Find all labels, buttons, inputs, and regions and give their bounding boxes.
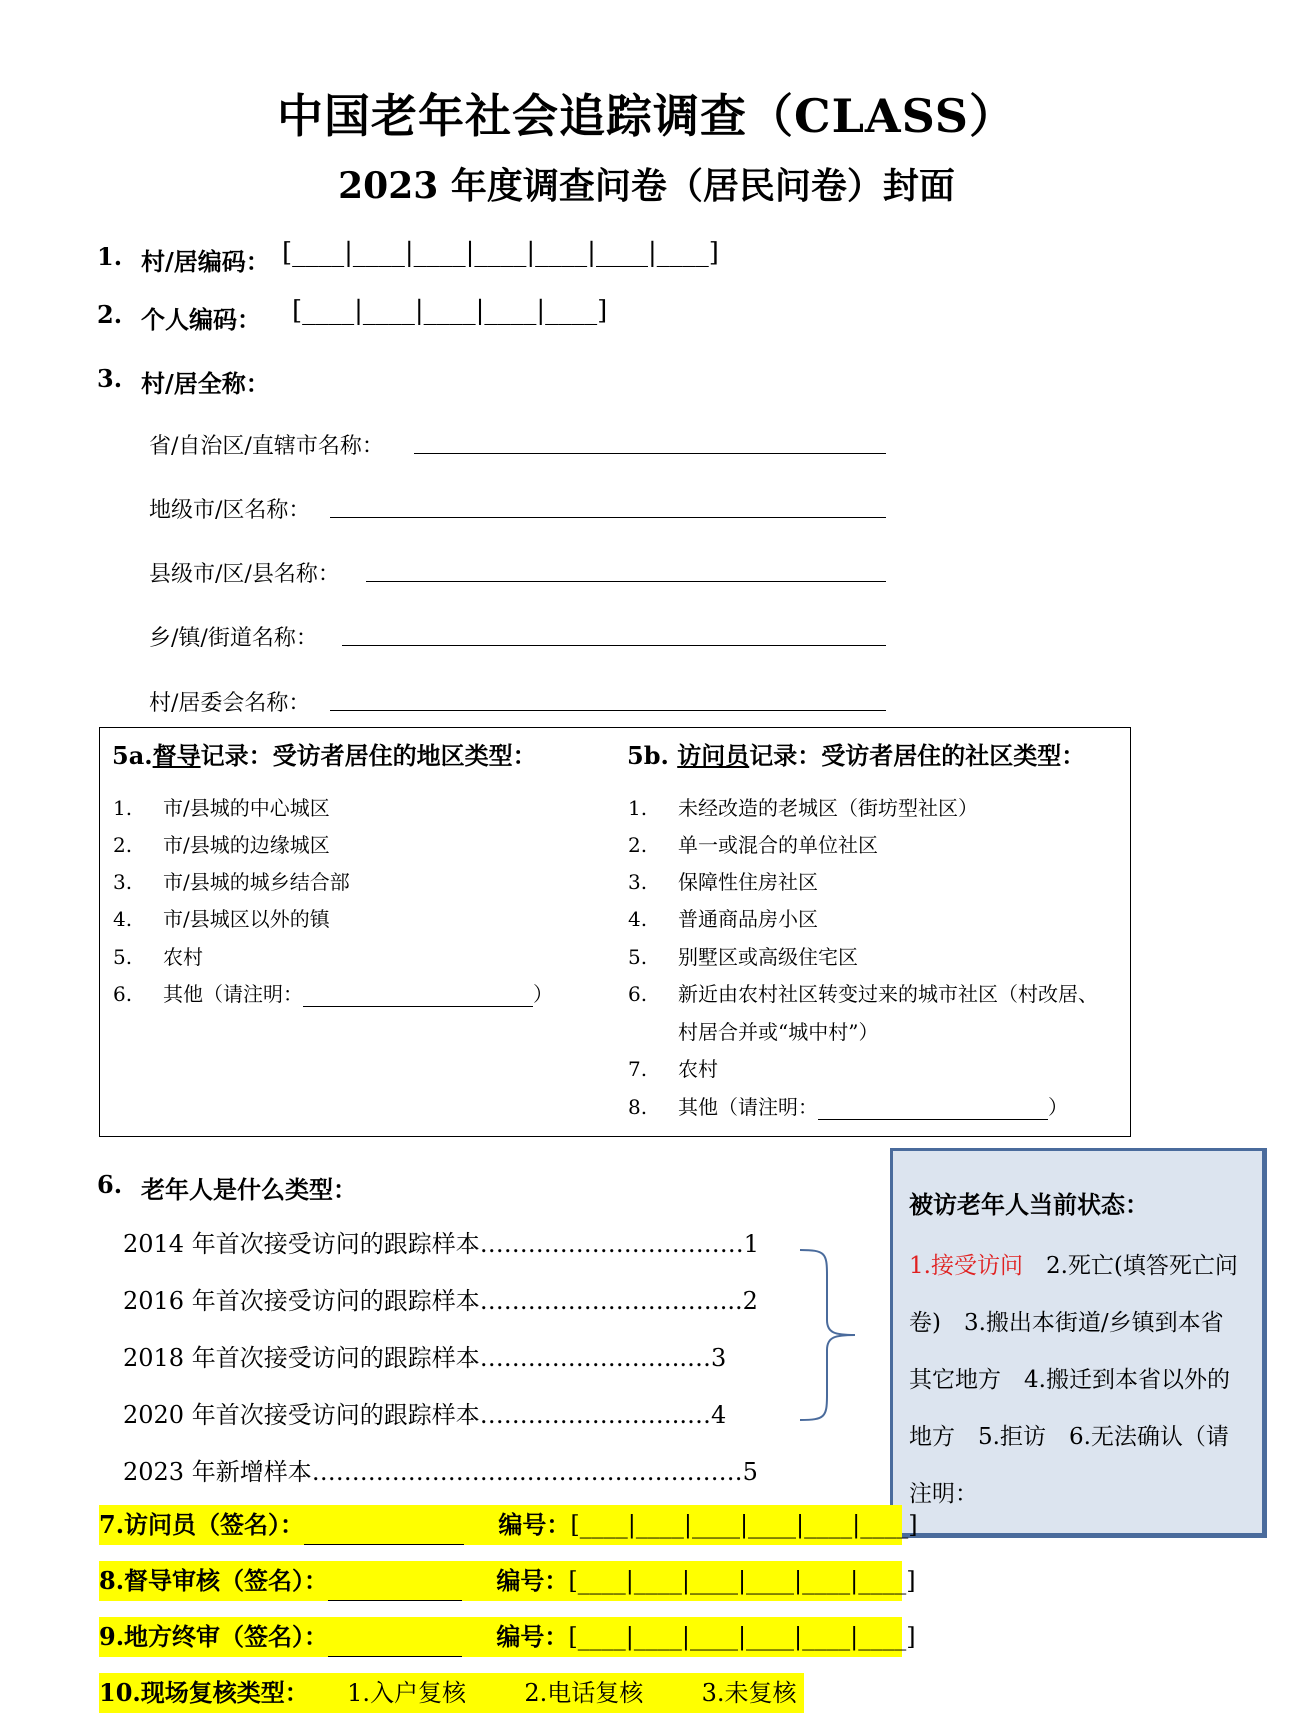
status-options[interactable]: 1.接受访问 2.死亡(填答死亡问卷) 3.搬出本街道/乡镇到本省其它地方 4.搬迁到本省以外的地方 5.拒访 6.无法确认（请注明：: [909, 1253, 1238, 1507]
q5b-other-input[interactable]: [818, 1099, 1048, 1120]
final-review-code-field[interactable]: [____|____|____|____|____|____]: [568, 1623, 916, 1651]
q6-option-2[interactable]: 2016 年首次接受访问的跟踪样本…………………………...2: [123, 1287, 758, 1315]
q10-option-3[interactable]: 3.未复核: [701, 1679, 797, 1707]
page-subtitle: 2023 年度调查问卷（居民问卷）封面: [338, 165, 955, 207]
q6-option-3[interactable]: 2018 年首次接受访问的跟踪样本……………………..…3: [123, 1344, 727, 1372]
committee-label: 村/居委会名称：: [149, 691, 311, 716]
interviewer-signature-input[interactable]: [304, 1522, 464, 1545]
q5a-option-4[interactable]: 4. 市/县城区以外的镇: [113, 907, 330, 931]
q6-option-4[interactable]: 2020 年首次接受访问的跟踪样本……………………..…4: [123, 1401, 727, 1429]
q8-row: 8.督导审核（签名）： 编号：[____|____|____|____|____|____]: [99, 1561, 902, 1601]
page-title: 中国老年社会追踪调查（CLASS）: [276, 89, 1017, 143]
prefecture-input[interactable]: [330, 493, 886, 518]
q5-box: [99, 727, 1131, 1137]
q6-number: 6.: [97, 1170, 123, 1199]
township-label: 乡/镇/街道名称：: [149, 626, 318, 651]
q6-option-1[interactable]: 2014 年首次接受访问的跟踪样本……………………………1: [123, 1230, 759, 1258]
q5a-option-1[interactable]: 1. 市/县城的中心城区: [113, 796, 330, 820]
q3-label: 村/居全称：: [141, 369, 270, 398]
supervisor-code-field[interactable]: [____|____|____|____|____|____]: [568, 1567, 916, 1595]
q5b-option-7[interactable]: 7. 农村: [628, 1057, 718, 1081]
q7-row: 7.访问员（签名）： 编号：[____|____|____|____|____|____]: [99, 1505, 902, 1545]
county-label: 县级市/区/县名称：: [149, 562, 340, 587]
q10-option-1[interactable]: 1.入户复核: [347, 1679, 467, 1707]
q9-row: 9.地方终审（签名）： 编号：[____|____|____|____|____|____]: [99, 1617, 902, 1657]
q6-option-5[interactable]: 2023 年新增样本……………………...………………………5: [123, 1458, 758, 1486]
q1-number: 1.: [97, 242, 123, 271]
brace-icon: [795, 1245, 865, 1425]
final-review-signature-input[interactable]: [328, 1634, 462, 1657]
respondent-status-box: [890, 1148, 1267, 1538]
village-code-field[interactable]: [____|____|____|____|____|____|____]: [282, 238, 719, 268]
q5a-option-2[interactable]: 2. 市/县城的边缘城区: [113, 833, 330, 857]
q5a-other-input[interactable]: [303, 986, 533, 1007]
q2-number: 2.: [97, 300, 123, 329]
county-input[interactable]: [366, 557, 886, 582]
q6-label: 老年人是什么类型：: [141, 1175, 357, 1204]
q10-option-2[interactable]: 2.电话复核: [524, 1679, 644, 1707]
status-title: 被访老年人当前状态：: [909, 1190, 1149, 1219]
supervisor-signature-input[interactable]: [328, 1578, 462, 1601]
q5b-option-6[interactable]: 6. 新近由农村社区转变过来的城市社区（村改居、: [628, 982, 1098, 1006]
q5a-option-6[interactable]: 6. 其他（请注明： ）: [113, 982, 553, 1006]
q5b-option-2[interactable]: 2. 单一或混合的单位社区: [628, 833, 878, 857]
personal-code-field[interactable]: [____|____|____|____|____]: [292, 296, 608, 326]
q1-label: 村/居编码：: [141, 247, 270, 276]
q5b-option-6-cont: 村居合并或“城中村”）: [678, 1020, 879, 1044]
province-label: 省/自治区/直辖市名称：: [149, 434, 384, 459]
q2-label: 个人编码：: [141, 305, 261, 334]
q10-row: 10.现场复核类型： 1.入户复核 2.电话复核 3.未复核: [99, 1673, 804, 1713]
q5a-header: 5a.督导记录：受访者居住的地区类型：: [112, 741, 537, 770]
q5b-option-3[interactable]: 3. 保障性住房社区: [628, 870, 818, 894]
interviewer-code-field[interactable]: [____|____|____|____|____|____]: [570, 1511, 918, 1539]
q5b-option-4[interactable]: 4. 普通商品房小区: [628, 907, 818, 931]
prefecture-label: 地级市/区名称：: [149, 498, 311, 523]
q5a-option-5[interactable]: 5. 农村: [113, 945, 203, 969]
q3-number: 3.: [97, 364, 123, 393]
township-input[interactable]: [342, 621, 886, 646]
province-input[interactable]: [414, 429, 886, 454]
committee-input[interactable]: [330, 686, 886, 711]
status-option-interviewed[interactable]: 1.接受访问: [909, 1253, 1023, 1279]
q5b-header: 5b. 访问员记录：受访者居住的社区类型：: [627, 741, 1086, 770]
q5a-option-3[interactable]: 3. 市/县城的城乡结合部: [113, 870, 350, 894]
q5b-option-1[interactable]: 1. 未经改造的老城区（街坊型社区）: [628, 796, 978, 820]
q5b-option-5[interactable]: 5. 别墅区或高级住宅区: [628, 945, 858, 969]
q5b-option-8[interactable]: 8. 其他（请注明： ）: [628, 1095, 1068, 1119]
